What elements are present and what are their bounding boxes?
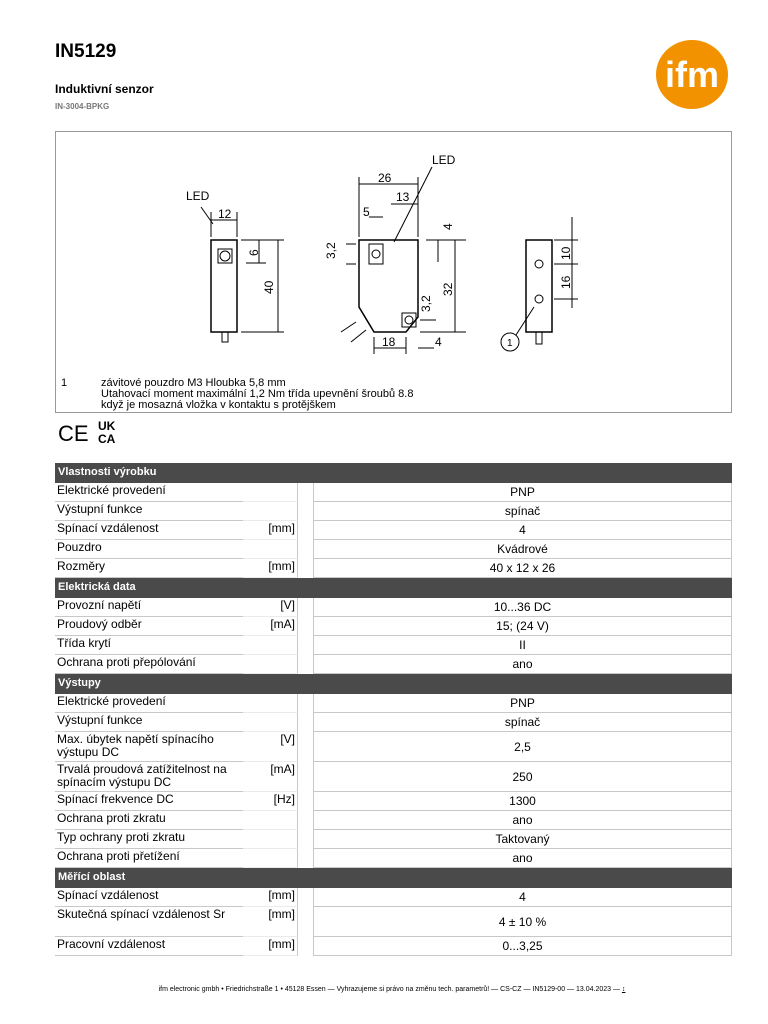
note-text: když je mosazná vložka v kontaktu s protějškem xyxy=(101,399,336,411)
row-label: Pracovní vzdálenost xyxy=(55,937,243,956)
row-label: Skutečná spínací vzdálenost Sr xyxy=(55,907,243,937)
drawing-label: 12 xyxy=(218,207,232,221)
table-row xyxy=(55,811,732,830)
row-label: Proudový odběr xyxy=(55,617,243,636)
row-value: Kvádrové xyxy=(313,540,732,559)
row-value: ano xyxy=(313,849,732,868)
page-title: IN5129 xyxy=(55,41,117,62)
table-row xyxy=(55,694,732,713)
row-unit: [mA] xyxy=(243,762,298,792)
row-value: spínač xyxy=(313,713,732,732)
row-value: II xyxy=(313,636,732,655)
row-value: ano xyxy=(313,655,732,674)
ce-mark: CE xyxy=(58,421,89,445)
row-value: 4 xyxy=(313,888,732,907)
row-label: Třída krytí xyxy=(55,636,243,655)
row-unit xyxy=(243,713,298,732)
drawing-label: 26 xyxy=(378,171,392,185)
table-row xyxy=(55,655,732,674)
row-value: 10...36 DC xyxy=(313,598,732,617)
drawing-label: LED xyxy=(432,153,456,167)
table-row xyxy=(55,792,732,811)
spec-table xyxy=(55,463,732,956)
row-value: PNP xyxy=(313,483,732,502)
row-value: 4 xyxy=(313,521,732,540)
row-unit: [mm] xyxy=(243,888,298,907)
logo-text: ifm xyxy=(665,54,719,95)
drawing-label: LED xyxy=(186,189,210,203)
table-row xyxy=(55,888,732,907)
drawing-label: 6 xyxy=(247,249,261,256)
table-row xyxy=(55,713,732,732)
row-label: Spínací frekvence DC xyxy=(55,792,243,811)
note-number: 1 xyxy=(61,377,68,389)
dimension-drawing-svg xyxy=(56,132,733,372)
row-unit: [V] xyxy=(243,598,298,617)
note-text: Utahovací moment maximální 1,2 Nm třída upevnění šroubů 8.8 xyxy=(101,388,414,400)
table-row xyxy=(55,830,732,849)
row-unit: [mm] xyxy=(243,521,298,540)
table-row xyxy=(55,762,732,792)
row-label: Rozměry xyxy=(55,559,243,578)
row-unit xyxy=(243,655,298,674)
row-unit xyxy=(243,849,298,868)
drawing-label: 4 xyxy=(441,223,455,230)
row-unit xyxy=(243,830,298,849)
row-unit xyxy=(243,502,298,521)
drawing-label: 40 xyxy=(262,280,276,294)
section-header: Měřící oblast xyxy=(55,868,732,888)
ukca-mark-top: UK xyxy=(98,419,116,433)
row-unit: [mm] xyxy=(243,907,298,937)
row-label: Trvalá proudová zatížitelnost na spínacím výstupu DC xyxy=(55,762,243,792)
row-label: Pouzdro xyxy=(55,540,243,559)
row-value: PNP xyxy=(313,694,732,713)
section-header: Elektrická data xyxy=(55,578,732,598)
table-row xyxy=(55,502,732,521)
drawing-label: 3,2 xyxy=(324,242,338,259)
table-row xyxy=(55,598,732,617)
row-unit xyxy=(243,483,298,502)
section-header: Výstupy xyxy=(55,674,732,694)
product-subtitle: Induktivní senzor xyxy=(55,82,154,96)
table-row xyxy=(55,732,732,762)
table-row xyxy=(55,521,732,540)
table-row xyxy=(55,937,732,956)
table-row xyxy=(55,559,732,578)
row-label: Elektrické provedení xyxy=(55,483,243,502)
row-label: Ochrana proti přepólování xyxy=(55,655,243,674)
row-label: Max. úbytek napětí spínacího výstupu DC xyxy=(55,732,243,762)
drawing-label: 16 xyxy=(559,275,573,289)
row-value: 2,5 xyxy=(313,732,732,762)
ifm-logo xyxy=(655,39,729,110)
dimension-drawing xyxy=(55,131,732,413)
footer xyxy=(0,986,768,993)
note-text: závitové pouzdro M3 Hloubka 5,8 mm xyxy=(101,377,286,389)
row-label: Typ ochrany proti zkratu xyxy=(55,830,243,849)
table-row xyxy=(55,907,732,937)
drawing-label: 10 xyxy=(559,246,573,260)
row-unit xyxy=(243,811,298,830)
row-value: 1300 xyxy=(313,792,732,811)
table-row xyxy=(55,636,732,655)
row-label: Výstupní funkce xyxy=(55,713,243,732)
row-unit xyxy=(243,540,298,559)
ifm-small-icon: ↕ xyxy=(621,986,626,993)
drawing-label: 4 xyxy=(435,335,442,349)
footer-text: ifm electronic gmbh • Friedrichstraße 1 • 45128 Essen — Vyhrazujeme si právo na změnu tech. parametrů! — CS-CZ — IN5129-00 — 13.04.2023 — xyxy=(158,986,620,993)
row-unit: [mm] xyxy=(243,937,298,956)
drawing-label: 1 xyxy=(507,338,513,349)
row-label: Ochrana proti přetížení xyxy=(55,849,243,868)
drawing-label: 5 xyxy=(363,205,370,219)
row-unit: [mA] xyxy=(243,617,298,636)
row-value: 4 ± 10 % xyxy=(313,907,732,937)
row-label: Provozní napětí xyxy=(55,598,243,617)
row-label: Ochrana proti zkratu xyxy=(55,811,243,830)
table-row xyxy=(55,540,732,559)
row-value: 40 x 12 x 26 xyxy=(313,559,732,578)
row-unit: [V] xyxy=(243,732,298,762)
row-label: Elektrické provedení xyxy=(55,694,243,713)
drawing-label: 32 xyxy=(441,282,455,296)
table-row xyxy=(55,617,732,636)
row-unit: [mm] xyxy=(243,559,298,578)
drawing-label: 3,2 xyxy=(419,295,433,312)
row-value: 250 xyxy=(313,762,732,792)
ukca-mark-bottom: CA xyxy=(98,432,116,445)
table-row xyxy=(55,849,732,868)
row-value: 15; (24 V) xyxy=(313,617,732,636)
row-unit: [Hz] xyxy=(243,792,298,811)
section-header: Vlastnosti výrobku xyxy=(55,463,732,483)
row-value: ano xyxy=(313,811,732,830)
row-unit xyxy=(243,636,298,655)
drawing-label: 13 xyxy=(396,190,410,204)
certification-marks xyxy=(58,419,128,445)
row-label: Spínací vzdálenost xyxy=(55,888,243,907)
drawing-label: 18 xyxy=(382,335,396,349)
row-label: Výstupní funkce xyxy=(55,502,243,521)
row-value: Taktovaný xyxy=(313,830,732,849)
row-value: 0...3,25 xyxy=(313,937,732,956)
row-label: Spínací vzdálenost xyxy=(55,521,243,540)
product-code: IN-3004-BPKG xyxy=(55,102,110,111)
table-row xyxy=(55,483,732,502)
row-unit xyxy=(243,694,298,713)
row-value: spínač xyxy=(313,502,732,521)
